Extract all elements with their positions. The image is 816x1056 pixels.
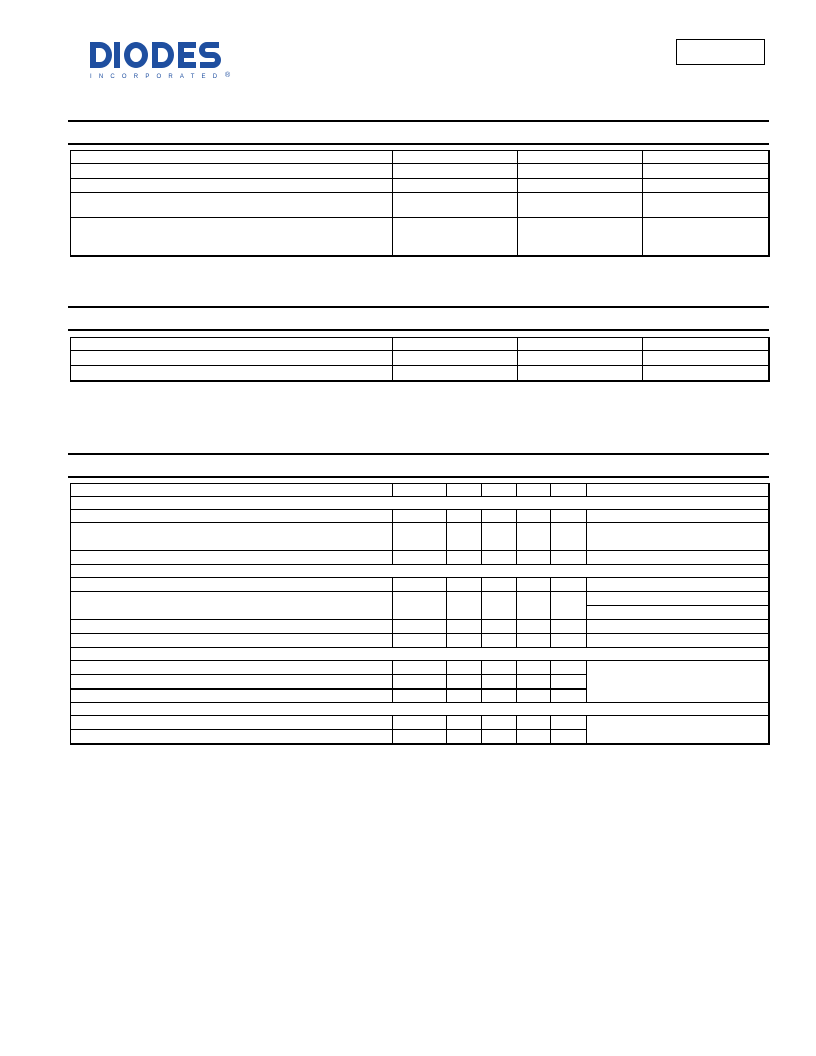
table-cell	[71, 565, 769, 578]
table-cell	[551, 689, 587, 703]
section-rule	[68, 120, 769, 122]
table-row	[71, 218, 769, 256]
table-cell	[71, 164, 393, 179]
table-cell	[518, 351, 643, 366]
part-number-box	[676, 39, 765, 65]
table-row	[71, 193, 769, 218]
table-cell	[447, 675, 482, 689]
section-rule	[68, 453, 769, 455]
table-cell	[643, 218, 769, 256]
table-cell	[71, 592, 393, 620]
section-rule	[68, 306, 769, 308]
electrical-characteristics-table	[70, 483, 770, 745]
table-cell	[71, 179, 393, 193]
thermal-characteristics-table	[70, 337, 770, 382]
table-cell	[71, 578, 393, 592]
table-cell	[393, 218, 518, 256]
table-cell	[587, 578, 769, 592]
table-cell	[71, 366, 393, 381]
table-cell	[587, 606, 769, 620]
table-cell	[551, 523, 587, 551]
table-row	[71, 578, 769, 592]
table-cell	[551, 634, 587, 648]
logo-tagline: INCORPORATED	[90, 74, 225, 80]
table-cell	[517, 510, 551, 523]
table-cell	[587, 551, 769, 565]
table-header-row	[71, 484, 769, 497]
table-header-row	[71, 338, 769, 351]
table-row	[71, 661, 769, 675]
table-cell	[71, 510, 393, 523]
table-cell	[447, 634, 482, 648]
table-cell	[393, 179, 518, 193]
table-cell	[482, 730, 517, 744]
table-cell	[482, 592, 517, 620]
table-cell	[393, 730, 447, 744]
table-cell	[71, 551, 393, 565]
table-cell	[517, 578, 551, 592]
section-row	[71, 703, 769, 716]
table-cell	[393, 151, 518, 164]
table-row	[71, 351, 769, 366]
table-cell	[587, 523, 769, 551]
table-cell	[518, 193, 643, 218]
table-cell	[551, 661, 587, 675]
table-row	[71, 620, 769, 634]
table-cell	[71, 151, 393, 164]
table-cell	[71, 730, 393, 744]
table-cell	[71, 193, 393, 218]
table-cell	[393, 193, 518, 218]
table-cell	[71, 716, 393, 730]
table-cell	[517, 523, 551, 551]
table-cell	[393, 523, 447, 551]
diodes-logo	[88, 40, 233, 82]
table-cell	[71, 484, 393, 497]
table-cell	[518, 338, 643, 351]
section-row	[71, 648, 769, 661]
table-cell	[447, 689, 482, 703]
table-cell	[482, 675, 517, 689]
table-cell	[393, 351, 518, 366]
table-cell	[643, 193, 769, 218]
table-cell	[447, 620, 482, 634]
table-cell	[643, 338, 769, 351]
table-cell	[643, 151, 769, 164]
table-row	[71, 510, 769, 523]
table-cell	[482, 484, 517, 497]
table-cell	[587, 592, 769, 606]
table-cell	[518, 164, 643, 179]
table-cell	[518, 151, 643, 164]
table-cell	[587, 634, 769, 648]
table-cell	[587, 661, 769, 703]
table-cell	[71, 703, 769, 716]
table-cell	[447, 592, 482, 620]
section-row	[71, 565, 769, 578]
table-cell	[551, 578, 587, 592]
table-cell	[447, 484, 482, 497]
table-cell	[393, 338, 518, 351]
table-cell	[587, 620, 769, 634]
table-cell	[517, 730, 551, 744]
table-cell	[518, 179, 643, 193]
table-cell	[482, 510, 517, 523]
table-cell	[517, 551, 551, 565]
table-cell	[643, 164, 769, 179]
table-cell	[517, 716, 551, 730]
table-cell	[517, 634, 551, 648]
table-cell	[393, 484, 447, 497]
table-cell	[482, 661, 517, 675]
section-row	[71, 497, 769, 510]
table-cell	[393, 578, 447, 592]
table-row	[71, 634, 769, 648]
table-cell	[551, 551, 587, 565]
table-cell	[551, 730, 587, 744]
table-cell	[71, 351, 393, 366]
table-row	[71, 164, 769, 179]
table-cell	[71, 497, 769, 510]
table-cell	[518, 218, 643, 256]
section-rule	[68, 476, 769, 478]
table-cell	[587, 510, 769, 523]
table-cell	[71, 218, 393, 256]
table-cell	[643, 179, 769, 193]
table-cell	[587, 716, 769, 744]
table-cell	[482, 689, 517, 703]
table-row	[71, 366, 769, 381]
table-cell	[71, 620, 393, 634]
table-cell	[71, 661, 393, 675]
table-cell	[393, 716, 447, 730]
section-rule	[68, 329, 769, 331]
table-cell	[517, 592, 551, 620]
table-cell	[447, 661, 482, 675]
table-cell	[393, 592, 447, 620]
table-cell	[447, 551, 482, 565]
table-cell	[482, 523, 517, 551]
table-cell	[551, 510, 587, 523]
table-cell	[71, 523, 393, 551]
table-cell	[518, 366, 643, 381]
table-cell	[517, 620, 551, 634]
table-cell	[71, 338, 393, 351]
registered-mark-icon: ®	[225, 72, 231, 79]
table-cell	[393, 689, 447, 703]
table-cell	[517, 661, 551, 675]
table-header-row	[71, 151, 769, 164]
table-cell	[551, 620, 587, 634]
table-cell	[71, 675, 393, 689]
table-cell	[551, 484, 587, 497]
table-cell	[447, 716, 482, 730]
table-cell	[643, 366, 769, 381]
table-row	[71, 523, 769, 551]
table-cell	[551, 592, 587, 620]
maximum-ratings-table	[70, 150, 770, 257]
table-cell	[71, 689, 393, 703]
table-cell	[393, 661, 447, 675]
table-cell	[551, 675, 587, 689]
table-row	[71, 592, 769, 606]
table-cell	[643, 351, 769, 366]
table-cell	[482, 634, 517, 648]
table-cell	[482, 620, 517, 634]
table-cell	[393, 510, 447, 523]
table-row	[71, 179, 769, 193]
table-cell	[482, 578, 517, 592]
table-row	[71, 716, 769, 730]
table-cell	[447, 578, 482, 592]
table-cell	[517, 689, 551, 703]
table-cell	[482, 716, 517, 730]
table-cell	[447, 510, 482, 523]
table-cell	[393, 164, 518, 179]
table-cell	[393, 675, 447, 689]
table-cell	[71, 634, 393, 648]
table-cell	[393, 551, 447, 565]
table-cell	[447, 523, 482, 551]
table-cell	[587, 484, 769, 497]
table-cell	[517, 484, 551, 497]
table-cell	[393, 634, 447, 648]
table-row	[71, 551, 769, 565]
table-cell	[447, 730, 482, 744]
table-cell	[482, 551, 517, 565]
table-cell	[517, 675, 551, 689]
table-cell	[551, 716, 587, 730]
table-cell	[393, 620, 447, 634]
table-cell	[71, 648, 769, 661]
section-rule	[68, 143, 769, 145]
table-cell	[393, 366, 518, 381]
